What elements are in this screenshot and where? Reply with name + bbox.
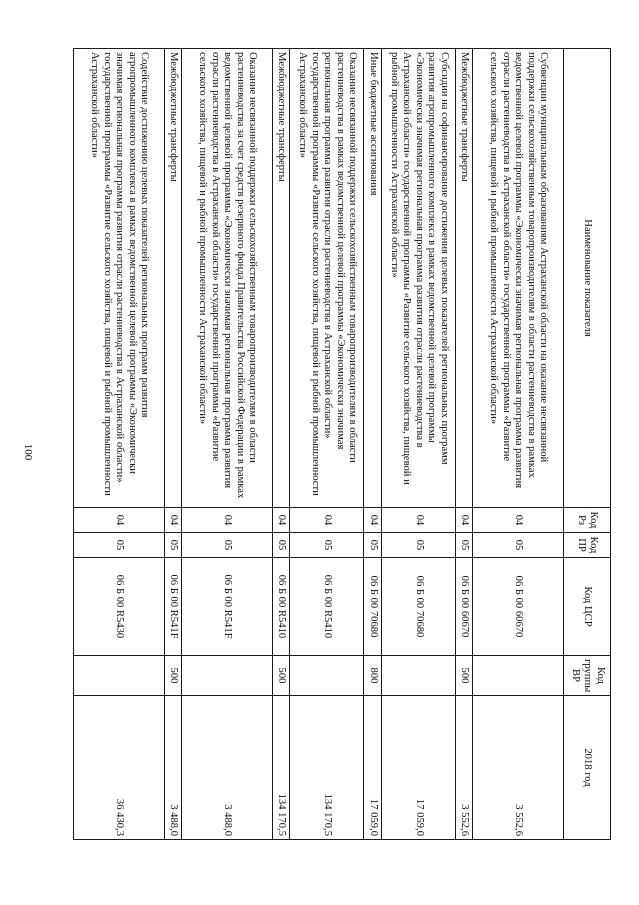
budget-table: [73, 48, 611, 840]
row-pr: 05: [364, 533, 382, 558]
row-pr: 05: [164, 533, 182, 558]
row-rz: 04: [381, 508, 455, 533]
header-rz: Код Рз: [564, 508, 611, 533]
row-csr: 06 Б 00 70680: [381, 558, 455, 656]
row-amount: 3 488,0: [164, 696, 182, 840]
row-name: Субвенции муниципальным образованиям Астраханской области на оказание несвязанной поддержки сельскохозяйственным товаропроизводителям в области растениеводства в рамках ведомственной целевой программы «Экономически значимая региональная программа развития отрасли растениеводства в Астраханской области» государственной программы «Развитие сельского хозяйства, пищевой и рыбной промышленности Астраханской области»: [473, 49, 564, 508]
row-pr: 05: [381, 533, 455, 558]
table-row: [364, 49, 382, 840]
row-csr: 06 Б 00 70680: [364, 558, 382, 656]
table-row: [164, 49, 182, 840]
row-pr: 05: [455, 533, 473, 558]
row-pr: 05: [290, 533, 364, 558]
header-pr: Код ПР: [564, 533, 611, 558]
row-name: Оказание несвязанной поддержки сельскохозяйственным товаропроизводителям в области растениеводства за счет средств резервного фонда Правительства Российской Федерации в рамках ведомственной целевой программы «Экономически значимая региональная программа развития отрасли растениеводства в Астраханской области» государственной программы «Развитие сельского хозяйства, пищевой и рыбной промышленности Астраханской области»: [182, 49, 273, 508]
row-amount: 17 059,0: [381, 696, 455, 840]
row-amount: 134 170,5: [290, 696, 364, 840]
row-csr: 06 Б 00 R541F: [182, 558, 273, 656]
row-csr: 06 Б 00 R5410: [290, 558, 364, 656]
table-row: [182, 49, 273, 840]
table-row: [473, 49, 564, 840]
row-vr: [74, 656, 165, 696]
header-csr: Код ЦСР: [564, 558, 611, 656]
table-row: [272, 49, 290, 840]
row-vr: [182, 656, 273, 696]
row-pr: 05: [272, 533, 290, 558]
row-rz: 04: [272, 508, 290, 533]
header-year: 2018 год: [564, 696, 611, 840]
row-vr: 500: [455, 656, 473, 696]
row-rz: 04: [182, 508, 273, 533]
row-name: Оказание несвязанной поддержки сельскохозяйственным товаропроизводителям в области растениеводства в рамках ведомственной целевой программы «Экономически значимая региональная программа развития отрасли растениеводства в Астраханской области» государственной программы «Развитие сельского хозяйства, пищевой и рыбной промышленности Астраханской области»: [290, 49, 364, 508]
table-row: [290, 49, 364, 840]
row-pr: 05: [74, 533, 165, 558]
row-amount: 134 170,5: [272, 696, 290, 840]
row-rz: 04: [290, 508, 364, 533]
row-amount: 36 430,3: [74, 696, 165, 840]
row-vr: 800: [364, 656, 382, 696]
row-vr: [473, 656, 564, 696]
row-name: Содействие достижению целевых показателей региональных программ развития агропромышленного комплекса в рамках ведомственной целевой программы «Экономически значимая региональная программа развития отрасли растениеводства в Астраханской области» государственной программы «Развитие сельского хозяйства, пищевой и рыбной промышленности Астраханской области»: [74, 49, 165, 508]
row-vr: 500: [164, 656, 182, 696]
row-pr: 05: [182, 533, 273, 558]
page-number: 100: [22, 443, 34, 461]
row-vr: 500: [272, 656, 290, 696]
row-rz: 04: [473, 508, 564, 533]
row-csr: 06 Б 00 R5430: [74, 558, 165, 656]
rotated-page-content: [73, 48, 611, 839]
row-name: Межбюджетные трансферты: [164, 49, 182, 508]
row-vr: [381, 656, 455, 696]
row-rz: 04: [164, 508, 182, 533]
row-name: Межбюджетные трансферты: [272, 49, 290, 508]
header-vr: Код группы ВР: [564, 656, 611, 696]
row-name: Субсидии на софинансирование достижения целевых показателей региональных программ развития агропромышленного комплекса в рамках ведомственной целевой программы «Экономически значимая региональная программа развития отрасли растениеводства в Астраханской области» государственной программы «Развитие сельского хозяйства, пищевой и рыбной промышленности Астраханской области»: [381, 49, 455, 508]
table-header-row: [564, 49, 611, 840]
table-row: [381, 49, 455, 840]
row-amount: 3 552,6: [455, 696, 473, 840]
row-csr: 06 Б 00 60670: [455, 558, 473, 656]
table-row: [74, 49, 165, 840]
row-csr: 06 Б 00 R541F: [164, 558, 182, 656]
row-csr: 06 Б 00 60670: [473, 558, 564, 656]
row-amount: 3 488,0: [182, 696, 273, 840]
row-csr: 06 Б 00 R5410: [272, 558, 290, 656]
row-amount: 3 552,6: [473, 696, 564, 840]
row-vr: [290, 656, 364, 696]
row-rz: 04: [364, 508, 382, 533]
row-pr: 05: [473, 533, 564, 558]
row-amount: 17 059,0: [364, 696, 382, 840]
row-rz: 04: [74, 508, 165, 533]
row-name: Межбюджетные трансферты: [455, 49, 473, 508]
row-name: Иные бюджетные ассигнования: [364, 49, 382, 508]
table-row: [455, 49, 473, 840]
row-rz: 04: [455, 508, 473, 533]
header-name: Наименование показателя: [564, 49, 611, 508]
